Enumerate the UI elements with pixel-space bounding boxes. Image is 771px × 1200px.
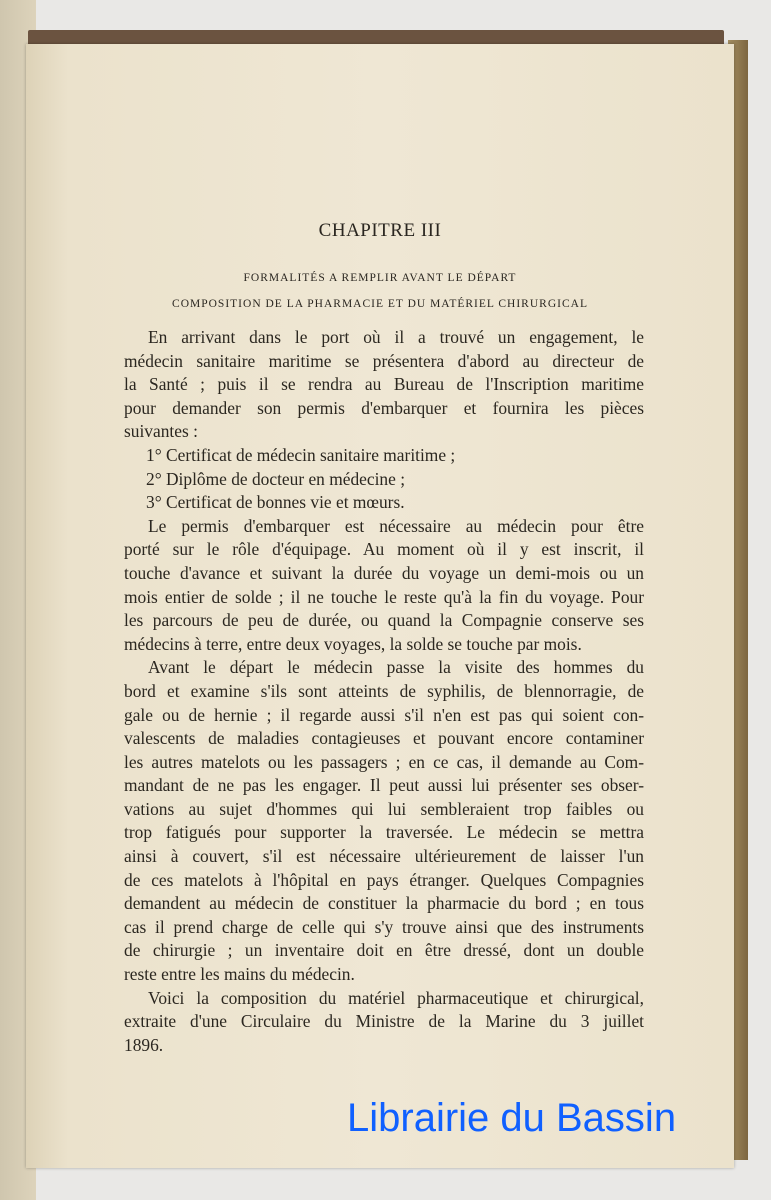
text-line: demandent au médecin de constituer la pharmacie du bord ; en tous xyxy=(124,893,644,914)
text-line: de chirurgie ; un inventaire doit en être dressé, dont un double xyxy=(124,940,644,961)
text-line: touche d'avance et suivant la durée du voyage un demi-mois ou un xyxy=(124,562,644,583)
text-line: de ces matelots à l'hôpital en pays étranger. Quelques Compagnies xyxy=(124,869,644,890)
text-line: extraite d'une Circulaire du Ministre de la Marine du 3 juillet xyxy=(124,1011,644,1032)
chapter-subtitle-2: COMPOSITION DE LA PHARMACIE ET DU MATÉRIEL CHIRURGICAL xyxy=(172,298,588,310)
text-line: mandant de ne pas les engager. Il peut aussi lui présenter ses obser- xyxy=(124,775,644,796)
text-line: Voici la composition du matériel pharmaceutique et chirurgical, xyxy=(148,987,644,1008)
body-text xyxy=(124,326,644,1057)
text-line: 2° Diplôme de docteur en médecine ; xyxy=(146,468,406,489)
text-line: 3° Certificat de bonnes vie et mœurs. xyxy=(146,492,405,513)
text-line: ainsi à couvert, s'il est nécessaire ultérieurement de laisser l'un xyxy=(124,846,644,867)
text-line: vations au sujet d'hommes qui lui sembleraient trop faibles ou xyxy=(124,798,644,819)
text-line: mois entier de solde ; il ne touche le reste qu'à la fin du voyage. Pour xyxy=(124,586,644,607)
text-line: médecin sanitaire maritime se présentera d'abord au directeur de xyxy=(124,350,644,371)
text-line: les autres matelots ou les passagers ; en ce cas, il demande au Com- xyxy=(124,751,644,772)
text-line: Avant le départ le médecin passe la visite des hommes du xyxy=(148,657,644,678)
text-line: valescents de maladies contagieuses et pouvant encore contaminer xyxy=(124,728,644,749)
text-line: trop fatigués pour supporter la traversée. Le médecin se mettra xyxy=(124,822,644,843)
text-line: Le permis d'embarquer est nécessaire au médecin pour être xyxy=(148,515,644,536)
text-line: porté sur le rôle d'équipage. Au moment où il y est inscrit, il xyxy=(124,539,644,560)
text-line: la Santé ; puis il se rendra au Bureau de l'Inscription maritime xyxy=(124,374,644,395)
text-line: les parcours de peu de durée, ou quand la Compagnie conserve ses xyxy=(124,610,644,631)
text-line: reste entre les mains du médecin. xyxy=(124,964,355,985)
chapter-subtitle-1: FORMALITÉS A REMPLIR AVANT LE DÉPART xyxy=(243,272,517,284)
text-line: 1896. xyxy=(124,1034,164,1055)
book-page xyxy=(26,44,734,1168)
chapter-title: CHAPITRE III xyxy=(318,220,442,241)
text-line: suivantes : xyxy=(124,421,198,442)
text-line: gale ou de hernie ; il regarde aussi s'il n'en est pas qui soient con- xyxy=(124,704,644,725)
text-line: cas il prend charge de celle qui s'y trouve ainsi que des instruments xyxy=(124,916,644,937)
text-line: bord et examine s'ils sont atteints de syphilis, de blennorragie, de xyxy=(124,680,644,701)
watermark: Librairie du Bassin xyxy=(347,1096,677,1140)
text-line: 1° Certificat de médecin sanitaire maritime ; xyxy=(146,444,456,465)
text-line: En arrivant dans le port où il a trouvé un engagement, le xyxy=(148,327,644,347)
text-line: médecins à terre, entre deux voyages, la solde se touche par mois. xyxy=(124,633,582,654)
text-line: pour demander son permis d'embarquer et fournira les pièces xyxy=(124,397,644,418)
